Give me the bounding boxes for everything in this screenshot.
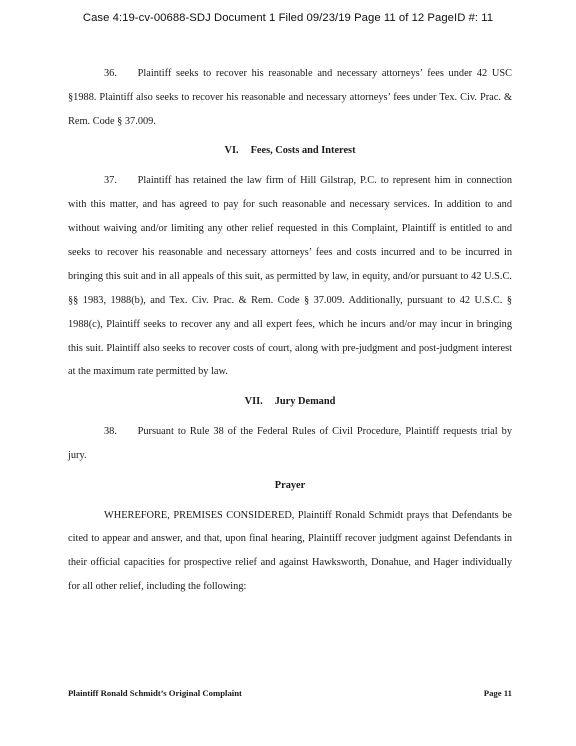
case-header: Case 4:19-cv-00688-SDJ Document 1 Filed 09/23/19 Page 11 of 12 PageID #: 11	[82, 12, 494, 24]
prayer-heading: Prayer	[274, 479, 306, 491]
section-heading-jury	[68, 390, 512, 414]
section-number: VII.	[244, 396, 263, 408]
paragraph-38: 38. Pursuant to Rule 38 of the Federal Rules of Civil Procedure, Plaintiff requests trial by jury.	[68, 426, 512, 461]
section-number: VI.	[224, 145, 239, 157]
paragraph-36: 36. Plaintiff seeks to recover his reasonable and necessary attorneys’ fees under 42 USC §1988. Plaintiff also seeks to recover his reasonable and necessary attorneys’ fees under Tex. Civ. Prac. & Rem. Code § 37.009.	[68, 68, 512, 127]
section-heading-fees	[68, 139, 512, 163]
prayer-paragraph: WHEREFORE, PREMISES CONSIDERED, Plaintiff Ronald Schmidt prays that Defendants be cited to appear and answer, and that, upon final hearing, Plaintiff recover judgment against Defendants in their official capacities for prospective relief and against Hawksworth, Donahue, and Hager individually for all other relief, including the following:	[68, 509, 512, 592]
paragraph-37: 37. Plaintiff has retained the law firm of Hill Gilstrap, P.C. to represent him in connection with this matter, and has agreed to pay for such reasonable and necessary services. In addition to and without waiving and/or limiting any other relief requested in this Complaint, Plaintiff is entitled to and seeks to recover his reasonable and necessary attorneys’ fees and costs incurred and to be incurred in bringing this suit and in all appeals of this suit, as permitted by law, in equity, and/or pursuant to 42 U.S.C. §§ 1983, 1988(b), and Tex. Civ. Prac. & Rem. Code § 37.009. Additionally, pursuant to 42 U.S.C. § 1988(c), Plaintiff seeks to recover any and all expert fees, which he incurs and/or may incur in bringing this suit. Plaintiff also seeks to recover costs of court, along with pre-judgment and post-judgment interest at the maximum rate permitted by law.	[68, 175, 512, 378]
page-footer	[68, 688, 512, 698]
footer-document-title: Plaintiff Ronald Schmidt’s Original Complaint	[68, 688, 242, 698]
section-title: Jury Demand	[274, 396, 336, 408]
section-title: Fees, Costs and Interest	[250, 145, 356, 157]
document-body	[68, 62, 512, 599]
footer-page-number: Page 11	[483, 688, 512, 698]
